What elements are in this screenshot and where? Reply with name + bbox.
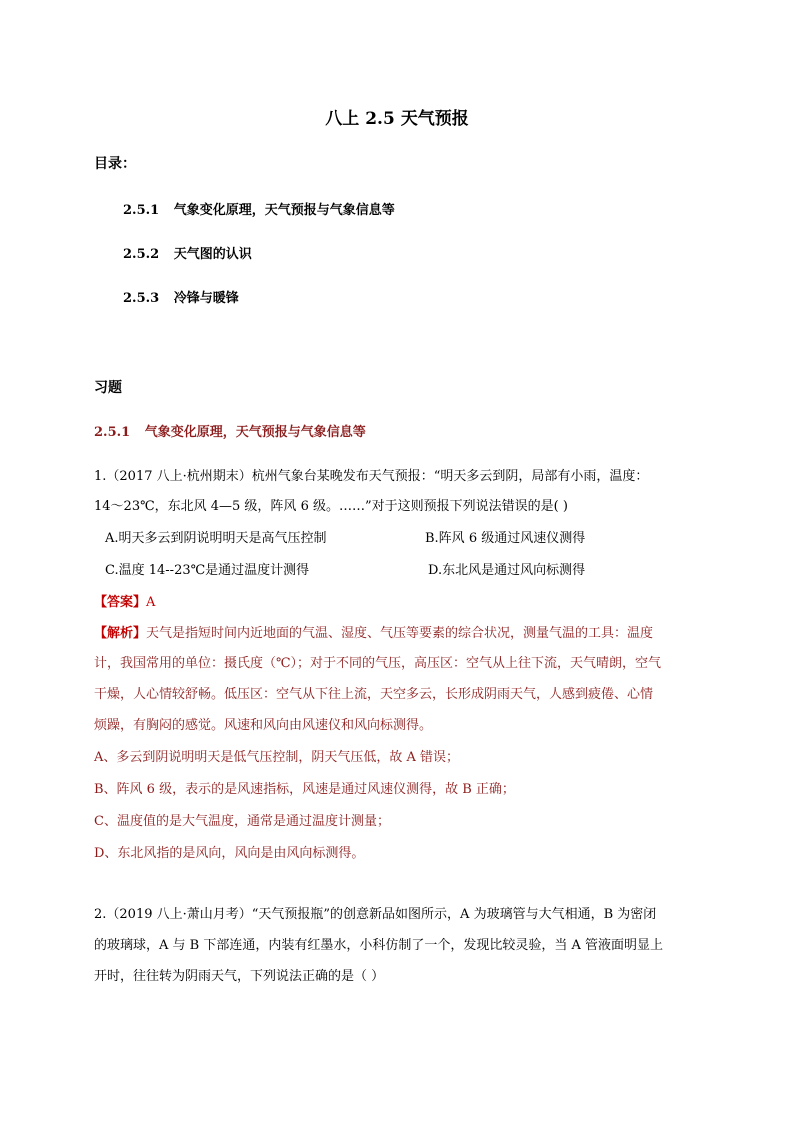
- analysis-line-1: [94, 624, 653, 644]
- answer-value: A: [146, 595, 156, 610]
- toc-item-text: 冷锋与暖锋: [173, 291, 239, 306]
- section-number: 2.5.1: [94, 425, 131, 440]
- explanation-d: D、东北风指的是风向，风向是由风向标测得。: [94, 846, 365, 861]
- toc-item: [123, 245, 252, 265]
- toc-item: [123, 289, 239, 309]
- option-c: C.温度 14--23℃是通过温度计测得: [105, 563, 310, 578]
- section-title: 气象变化原理，天气预报与气象信息等: [144, 425, 366, 440]
- question-2-line-3: 开时，往往转为阴雨天气，下列说法正确的是（ ）: [94, 969, 385, 984]
- exercises-heading: 习题: [94, 380, 122, 396]
- toc-item-number: 2.5.1: [123, 203, 160, 218]
- answer-line: [94, 593, 155, 613]
- analysis-text: 天气是指短时间内近地面的气温、湿度、气压等要素的综合状况，测量气温的工具：温度: [146, 626, 654, 641]
- toc-item-text: 气象变化原理，天气预报与气象信息等: [173, 203, 395, 218]
- question-2-line-2: 的玻璃球，A 与 B 下部连通，内装有红墨水，小科仿制了一个，发现比较灵验，当 A 管液面明显上: [94, 938, 663, 953]
- option-d: D.东北风是通过风向标测得: [428, 563, 586, 578]
- explanation-b: B、阵风 6 级，表示的是风速指标，风速是通过风速仪测得，故 B 正确；: [94, 782, 515, 797]
- option-a: A.明天多云到阴说明明天是高气压控制: [105, 531, 327, 546]
- toc-item: [123, 201, 395, 221]
- toc-item-text: 天气图的认识: [173, 247, 252, 262]
- analysis-line-4: 烦躁，有胸闷的感觉。风速和风向由风速仪和风向标测得。: [94, 718, 433, 733]
- answer-label: 【答案】: [94, 595, 147, 610]
- toc-item-number: 2.5.2: [123, 247, 160, 262]
- explanation-c: C、温度值的是大气温度，通常是通过温度计测量；: [94, 814, 390, 829]
- question-1-line-2: 14～23℃，东北风 4—5 级，阵风 6 级。……”对于这则预报下列说法错误的是( ): [94, 499, 568, 514]
- question-1-line-1: 1.（2017 八上·杭州期末）杭州气象台某晚发布天气预报：“明天多云到阴，局部有小雨，温度：: [94, 469, 649, 484]
- toc-item-number: 2.5.3: [123, 291, 160, 306]
- analysis-line-2: 计，我国常用的单位：摄氏度（℃）；对于不同的气压，高压区：空气从上往下流，天气晴朗，空气: [94, 656, 662, 671]
- explanation-a: A、多云到阴说明明天是低气压控制，阴天气压低，故 A 错误；: [94, 750, 460, 765]
- option-b: B.阵风 6 级通过风速仪测得: [425, 531, 586, 546]
- question-2-line-1: 2.（2019 八上·萧山月考）“天气预报瓶”的创意新品如图所示，A 为玻璃管与大气相通，B 为密闭: [94, 907, 657, 922]
- section-heading: [94, 423, 366, 443]
- analysis-label: 【解析】: [94, 626, 147, 641]
- toc-heading: 目录：: [94, 156, 136, 172]
- analysis-line-3: 干燥，人心情较舒畅。低压区：空气从下往上流，天空多云，长形成阴雨天气，人感到疲倦、心情: [94, 687, 654, 702]
- page-title: 八上 2.5 天气预报: [325, 109, 469, 129]
